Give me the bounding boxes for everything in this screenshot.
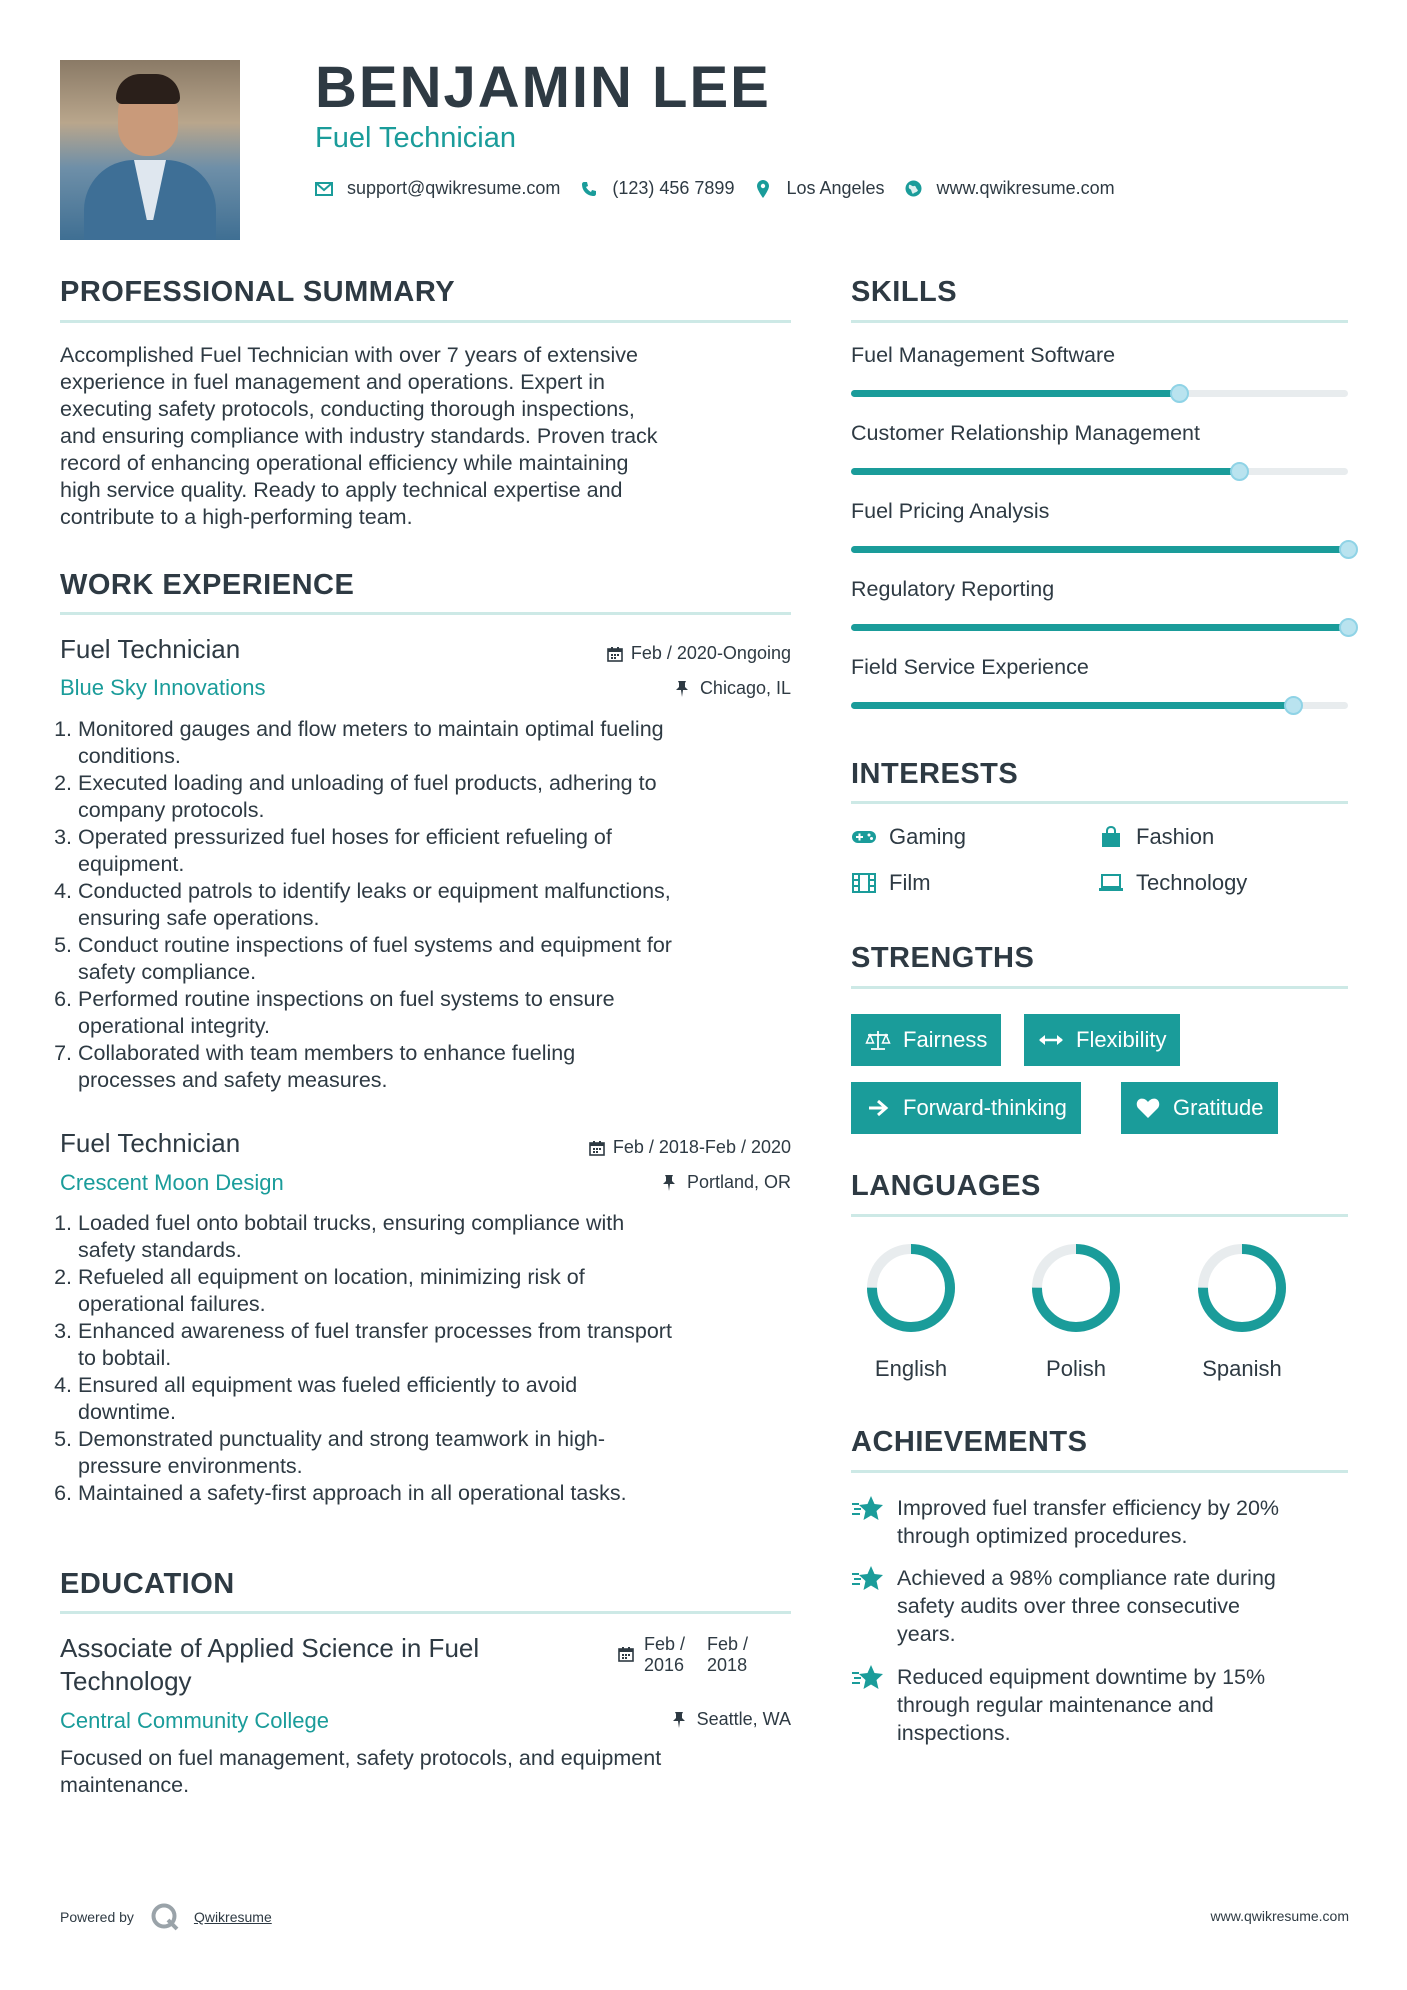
skill-bar <box>851 390 1348 397</box>
arrow-right-icon <box>865 1097 891 1119</box>
contact-email[interactable] <box>315 178 560 199</box>
language-item <box>1187 1240 1297 1382</box>
star-streak-icon <box>851 1663 885 1693</box>
list-item: 5. Demonstrated punctuality and strong teamwork in high- pressure environments. <box>78 1426 818 1480</box>
achievement-text: through optimized procedures. <box>897 1524 1188 1548</box>
language-item <box>1021 1240 1131 1382</box>
star-streak-icon <box>851 1564 885 1594</box>
list-item: 2. Executed loading and unloading of fuel products, adhering to company protocols. <box>78 770 818 824</box>
strength-label: Fairness <box>903 1027 988 1052</box>
skill-bar-fill <box>851 390 1179 397</box>
language-item <box>856 1240 966 1382</box>
summary-line: executing safety protocols, conducting thorough inspections, <box>60 397 635 421</box>
interest-item <box>851 870 931 896</box>
gamepad-icon <box>851 826 877 848</box>
job-date-text: Feb / 2018-Feb / 2020 <box>612 1137 791 1157</box>
achievement-item <box>851 1663 1351 1747</box>
skill-bar-handle <box>1339 618 1358 637</box>
achievements-divider <box>851 1470 1348 1473</box>
language-ring <box>1194 1240 1290 1336</box>
education-date: Feb / 2016 Feb / 2018 <box>618 1634 748 1676</box>
strength-chip <box>851 1014 1001 1066</box>
skill-bar-fill <box>851 546 1348 553</box>
calendar-icon <box>618 1646 634 1662</box>
interest-item <box>1098 870 1247 896</box>
job-date <box>607 643 791 664</box>
skill-bar-fill <box>851 468 1239 475</box>
interest-label: Fashion <box>1136 824 1215 849</box>
skill-label: Fuel Management Software <box>851 343 1116 367</box>
map-pin-icon <box>754 180 772 198</box>
achievement-item <box>851 1564 1351 1648</box>
job-duties <box>60 1210 818 1507</box>
achievement-text: safety audits over three consecutive <box>897 1594 1240 1618</box>
job-location-text: Chicago, IL <box>699 678 791 698</box>
list-item: 2. Refueled all equipment on location, minimizing risk of operational failures. <box>78 1264 818 1318</box>
list-item: 5. Conduct routine inspections of fuel systems and equipment for safety compliance. <box>78 932 818 986</box>
job-location <box>663 1172 791 1193</box>
interest-item <box>1098 824 1214 850</box>
achievement-text: Improved fuel transfer efficiency by 20% <box>897 1496 1280 1520</box>
languages-heading: LANGUAGES <box>851 1170 1041 1202</box>
strength-chip <box>851 1082 1081 1134</box>
strengths-heading: STRENGTHS <box>851 942 1035 974</box>
skill-bar <box>851 702 1348 709</box>
language-ring <box>863 1240 959 1336</box>
interest-label: Technology <box>1136 870 1248 895</box>
list-item: 6. Maintained a safety-first approach in all operational tasks. <box>78 1480 818 1507</box>
language-label: Spanish <box>1202 1356 1282 1381</box>
strength-chip <box>1121 1082 1278 1134</box>
strength-label: Flexibility <box>1076 1027 1167 1052</box>
strengths-divider <box>851 986 1348 989</box>
achievement-text: Reduced equipment downtime by 15% <box>897 1665 1266 1689</box>
skill-bar-fill <box>851 624 1348 631</box>
achievements-heading: ACHIEVEMENTS <box>851 1426 1088 1458</box>
contact-bar <box>315 178 1135 199</box>
job-duties <box>60 716 818 1094</box>
summary-line: and ensuring compliance with industry standards. Proven track <box>60 424 658 448</box>
list-item: 3. Operated pressurized fuel hoses for efficient refueling of equipment. <box>78 824 818 878</box>
job-date-text: Feb / 2020-Ongoing <box>630 643 791 663</box>
heart-icon <box>1135 1097 1161 1119</box>
education-description: Focused on fuel management, safety protocols, and equipment maintenance. <box>60 1746 662 1797</box>
summary-heading: PROFESSIONAL SUMMARY <box>60 276 456 308</box>
candidate-name: BENJAMIN LEE <box>315 55 771 120</box>
candidate-title: Fuel Technician <box>315 122 516 154</box>
contact-location <box>754 178 884 199</box>
skill-bar-handle <box>1284 696 1303 715</box>
achievement-item <box>851 1494 1351 1550</box>
balance-scale-icon <box>865 1029 891 1051</box>
contact-website-text: www.qwikresume.com <box>936 178 1115 198</box>
skill-label: Field Service Experience <box>851 655 1089 679</box>
achievement-text: Achieved a 98% compliance rate during <box>897 1566 1276 1590</box>
summary-line: record of enhancing operational efficiency while maintaining <box>60 451 629 475</box>
powered-by-text: Powered by <box>60 1909 134 1925</box>
list-item: 4. Conducted patrols to identify leaks or equipment malfunctions, ensuring safe operations. <box>78 878 818 932</box>
footer-url[interactable]: www.qwikresume.com <box>1210 1908 1349 1924</box>
achievement-text: years. <box>897 1622 956 1646</box>
languages-divider <box>851 1214 1348 1217</box>
envelope-icon <box>315 180 333 198</box>
skill-bar <box>851 624 1348 631</box>
list-item: 3. Enhanced awareness of fuel transfer processes from transport to bobtail. <box>78 1318 818 1372</box>
laptop-icon <box>1098 872 1124 894</box>
list-item: 4. Ensured all equipment was fueled efficiently to avoid downtime. <box>78 1372 818 1426</box>
education-location-text: Seattle, WA <box>696 1709 791 1729</box>
calendar-icon <box>607 646 623 662</box>
interests-heading: INTERESTS <box>851 758 1019 790</box>
qwikresume-logo-icon <box>150 1902 180 1932</box>
job-company: Blue Sky Innovations <box>60 675 266 700</box>
phone-icon <box>580 180 598 198</box>
skill-bar-handle <box>1230 462 1249 481</box>
skill-bar-fill <box>851 702 1293 709</box>
job-title: Fuel Technician <box>60 1128 241 1158</box>
achievement-text: through regular maintenance and <box>897 1693 1214 1717</box>
skills-divider <box>851 320 1348 323</box>
interest-label: Film <box>889 870 931 895</box>
skill-bar <box>851 468 1348 475</box>
pushpin-icon <box>663 1175 679 1191</box>
job-company: Crescent Moon Design <box>60 1170 284 1195</box>
summary-line: experience in fuel management and operations. Expert in <box>60 370 606 394</box>
pushpin-icon <box>676 681 692 697</box>
footer-powered-by <box>60 1902 272 1932</box>
list-item: 1. Loaded fuel onto bobtail trucks, ensuring compliance with safety standards. <box>78 1210 818 1264</box>
strength-label: Gratitude <box>1173 1095 1264 1120</box>
list-item: 1. Monitored gauges and flow meters to maintain optimal fueling conditions. <box>78 716 818 770</box>
summary-text <box>60 342 658 531</box>
pushpin-icon <box>673 1712 689 1728</box>
contact-phone[interactable] <box>580 178 734 199</box>
experience-divider <box>60 612 791 615</box>
interests-divider <box>851 801 1348 804</box>
education-divider <box>60 1611 791 1614</box>
school-name: Central Community College <box>60 1708 329 1733</box>
degree-title: Associate of Applied Science in Fuel Technology <box>60 1633 480 1696</box>
skill-label: Customer Relationship Management <box>851 421 1200 445</box>
interest-label: Gaming <box>889 824 967 849</box>
calendar-icon <box>589 1140 605 1156</box>
education-heading: EDUCATION <box>60 1568 235 1600</box>
globe-icon <box>905 180 923 198</box>
summary-line: Accomplished Fuel Technician with over 7 years of extensive <box>60 343 639 367</box>
star-streak-icon <box>851 1494 885 1524</box>
summary-divider <box>60 320 791 323</box>
summary-line: high service quality. Ready to apply technical expertise and <box>60 478 623 502</box>
contact-phone-text: (123) 456 7899 <box>612 178 735 198</box>
interest-item <box>851 824 966 850</box>
experience-heading: WORK EXPERIENCE <box>60 569 355 601</box>
contact-email-text: support@qwikresume.com <box>347 178 561 198</box>
skill-bar-handle <box>1170 384 1189 403</box>
skill-bar-handle <box>1339 540 1358 559</box>
skills-heading: SKILLS <box>851 276 958 308</box>
contact-location-text: Los Angeles <box>786 178 885 198</box>
language-label: Polish <box>1046 1356 1106 1381</box>
arrows-horizontal-icon <box>1038 1029 1064 1051</box>
summary-line: contribute to a high-performing team. <box>60 505 413 529</box>
skill-label: Fuel Pricing Analysis <box>851 499 1050 523</box>
qwikresume-link[interactable]: Qwikresume <box>193 1909 272 1925</box>
list-item: 6. Performed routine inspections on fuel systems to ensure operational integrity. <box>78 986 818 1040</box>
strength-label: Forward-thinking <box>903 1095 1067 1120</box>
skill-label: Regulatory Reporting <box>851 577 1055 601</box>
shopping-bag-icon <box>1098 826 1124 848</box>
achievement-text: inspections. <box>897 1721 1011 1745</box>
strength-chip <box>1024 1014 1180 1066</box>
job-title: Fuel Technician <box>60 634 241 664</box>
skill-bar <box>851 546 1348 553</box>
education-location <box>673 1709 791 1730</box>
language-ring <box>1028 1240 1124 1336</box>
job-date <box>589 1137 791 1158</box>
list-item: 7. Collaborated with team members to enhance fueling processes and safety measures. <box>78 1040 818 1094</box>
contact-website[interactable] <box>905 178 1115 199</box>
language-label: English <box>874 1356 948 1381</box>
job-location-text: Portland, OR <box>686 1172 791 1192</box>
profile-photo <box>60 60 240 240</box>
film-icon <box>851 872 877 894</box>
job-location <box>676 678 791 699</box>
